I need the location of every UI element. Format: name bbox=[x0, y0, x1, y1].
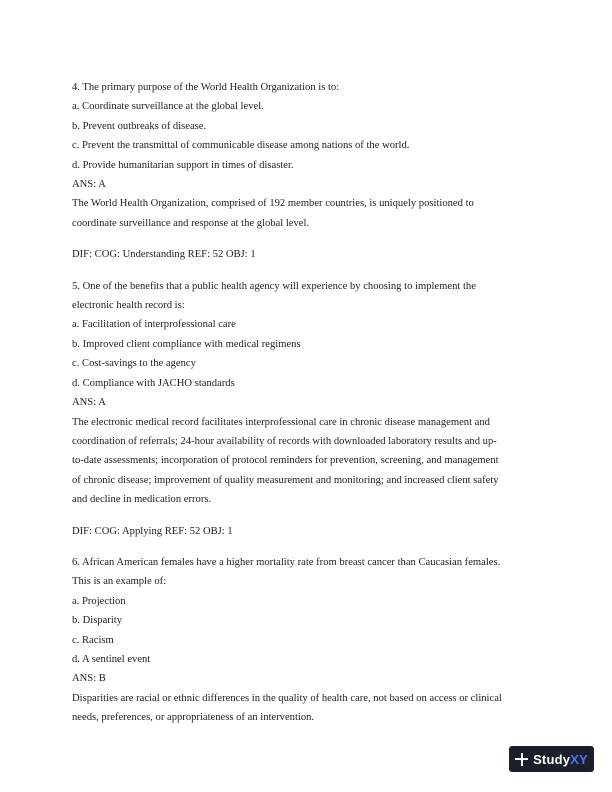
answer-option: a. Projection bbox=[72, 595, 126, 607]
answer-option: b. Prevent outbreaks of disease. bbox=[72, 120, 207, 132]
answer-option: d. A sentinel event bbox=[72, 653, 151, 665]
rationale-line: of chronic disease; improvement of quality measurement and monitoring; and increased client safety bbox=[72, 474, 499, 486]
answer-option: a. Facilitation of interprofessional care bbox=[72, 319, 236, 331]
answer-option: b. Disparity bbox=[72, 615, 123, 627]
question-block bbox=[72, 78, 542, 277]
answer-option: c. Racism bbox=[72, 634, 114, 646]
answer-option: d. Compliance with JACHO standards bbox=[72, 377, 235, 389]
rationale-line: to-date assessments; incorporation of protocol reminders for prevention, screening, and management bbox=[72, 455, 499, 467]
answer-option: b. Improved client compliance with medical regimens bbox=[72, 338, 301, 350]
brand-main: Study bbox=[533, 751, 571, 767]
rationale-line: coordination of referrals; 24-hour availability of records with downloaded laboratory results and up- bbox=[72, 435, 497, 447]
question-meta: DIF: COG: Applying REF: 52 OBJ: 1 bbox=[72, 525, 233, 537]
answer-key: ANS: A bbox=[72, 179, 106, 191]
rationale-line: The electronic medical record facilitates interprofessional care in chronic disease management and bbox=[72, 416, 490, 428]
brand-accent: XY bbox=[570, 751, 588, 767]
answer-option: d. Provide humanitarian support in times of disaster. bbox=[72, 159, 294, 171]
rationale-line: coordinate surveillance and response at the global level. bbox=[72, 217, 310, 229]
question-stem: This is an example of: bbox=[72, 576, 167, 588]
answer-key: ANS: B bbox=[72, 673, 106, 685]
answer-option: a. Coordinate surveillance at the global level. bbox=[72, 101, 264, 113]
question-stem: 5. One of the benefits that a public health agency will experience by choosing to implement the bbox=[72, 280, 476, 292]
answer-option: c. Cost-savings to the agency bbox=[72, 358, 196, 370]
answer-key: ANS: A bbox=[72, 397, 106, 409]
question-stem: electronic health record is: bbox=[72, 300, 185, 312]
rationale-line: Disparities are racial or ethnic differences in the quality of health care, not based on access or clinical bbox=[72, 692, 502, 704]
document-page bbox=[72, 78, 542, 728]
rationale-line: and decline in medication errors. bbox=[72, 494, 212, 506]
plus-icon bbox=[515, 753, 528, 766]
rationale-line: needs, preferences, or appropriateness of an intervention. bbox=[72, 712, 315, 724]
brand-logo-text bbox=[533, 752, 588, 767]
studyxy-badge[interactable] bbox=[509, 746, 594, 772]
answer-option: c. Prevent the transmittal of communicable disease among nations of the world. bbox=[72, 140, 410, 152]
question-stem: 6. African American females have a higher mortality rate from breast cancer than Caucasian females. bbox=[72, 556, 501, 568]
question-stem: 4. The primary purpose of the World Health Organization is to: bbox=[72, 82, 340, 93]
question-block bbox=[72, 277, 542, 553]
rationale-line: The World Health Organization, comprised of 192 member countries, is uniquely positioned to bbox=[72, 198, 474, 210]
question-meta: DIF: COG: Understanding REF: 52 OBJ: 1 bbox=[72, 249, 256, 261]
question-block bbox=[72, 553, 542, 728]
